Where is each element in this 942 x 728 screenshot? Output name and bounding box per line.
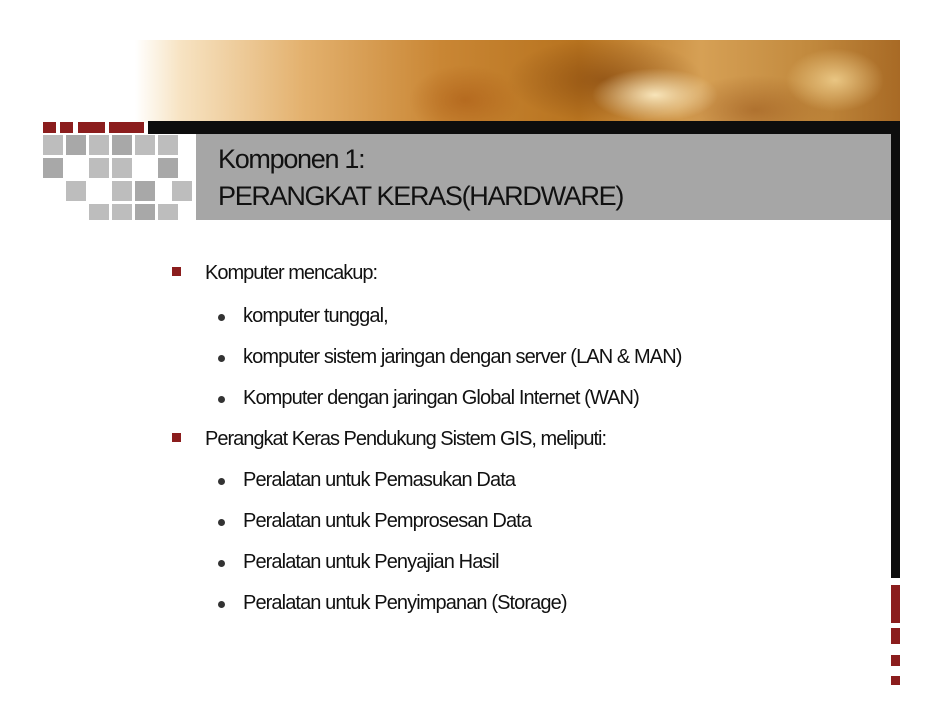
- grid-square-decoration: [135, 181, 155, 201]
- bullet-text: Komputer mencakup:: [205, 262, 378, 284]
- red-square-decoration: [109, 122, 144, 133]
- round-dot-bullet-icon: [218, 601, 225, 608]
- round-dot-bullet-icon: [218, 314, 225, 321]
- bullet-text: Peralatan untuk Penyajian Hasil: [243, 551, 499, 573]
- red-side-marker: [891, 655, 900, 666]
- red-square-decoration: [43, 122, 56, 133]
- bullet-text: Perangkat Keras Pendukung Sistem GIS, meliputi:: [205, 428, 607, 450]
- bullet-item: [205, 262, 377, 285]
- right-vertical-bar: [891, 122, 900, 578]
- grid-square-decoration: [66, 181, 86, 201]
- red-side-marker: [891, 585, 900, 623]
- grid-square-decoration: [158, 204, 178, 220]
- sub-bullet-item: [243, 551, 499, 574]
- bullet-text: Komputer dengan jaringan Global Internet (WAN): [243, 387, 639, 409]
- grid-square-decoration: [172, 181, 192, 201]
- grid-square-decoration: [112, 135, 132, 155]
- red-square-decoration: [60, 122, 73, 133]
- grid-square-decoration: [158, 158, 178, 178]
- grid-square-decoration: [66, 135, 86, 155]
- grid-square-decoration: [135, 204, 155, 220]
- sub-bullet-item: [243, 387, 639, 410]
- banner-photo: [135, 40, 900, 123]
- round-dot-bullet-icon: [218, 560, 225, 567]
- bullet-item: [205, 428, 606, 451]
- round-dot-bullet-icon: [218, 396, 225, 403]
- sub-bullet-item: [243, 469, 515, 492]
- bullet-text: Peralatan untuk Pemasukan Data: [243, 469, 516, 491]
- bullet-text: Peralatan untuk Penyimpanan (Storage): [243, 592, 567, 614]
- bullet-text: Peralatan untuk Pemprosesan Data: [243, 510, 532, 532]
- grid-square-decoration: [112, 158, 132, 178]
- sub-bullet-item: [243, 346, 682, 369]
- grid-square-decoration: [112, 181, 132, 201]
- slide-title: [218, 141, 623, 215]
- bullet-text: komputer tunggal,: [243, 305, 388, 327]
- grid-square-decoration: [158, 135, 178, 155]
- sub-bullet-item: [243, 305, 388, 328]
- grid-square-decoration: [135, 135, 155, 155]
- title-line-2: PERANGKAT KERAS(HARDWARE): [218, 181, 624, 211]
- grid-square-decoration: [89, 158, 109, 178]
- round-dot-bullet-icon: [218, 478, 225, 485]
- header-dark-bar: [148, 121, 900, 134]
- grid-square-decoration: [112, 204, 132, 220]
- grid-square-decoration: [43, 135, 63, 155]
- title-line-1: Komponen 1:: [218, 144, 365, 174]
- red-square-bullet-icon: [172, 433, 181, 442]
- red-side-marker: [891, 676, 900, 685]
- grid-square-decoration: [89, 135, 109, 155]
- round-dot-bullet-icon: [218, 355, 225, 362]
- sub-bullet-item: [243, 510, 531, 533]
- red-side-marker: [891, 628, 900, 644]
- grid-square-decoration: [89, 204, 109, 220]
- red-square-decoration: [78, 122, 105, 133]
- grid-square-decoration: [43, 158, 63, 178]
- sub-bullet-item: [243, 592, 567, 615]
- bullet-text: komputer sistem jaringan dengan server (LAN & MAN): [243, 346, 682, 368]
- red-square-bullet-icon: [172, 267, 181, 276]
- round-dot-bullet-icon: [218, 519, 225, 526]
